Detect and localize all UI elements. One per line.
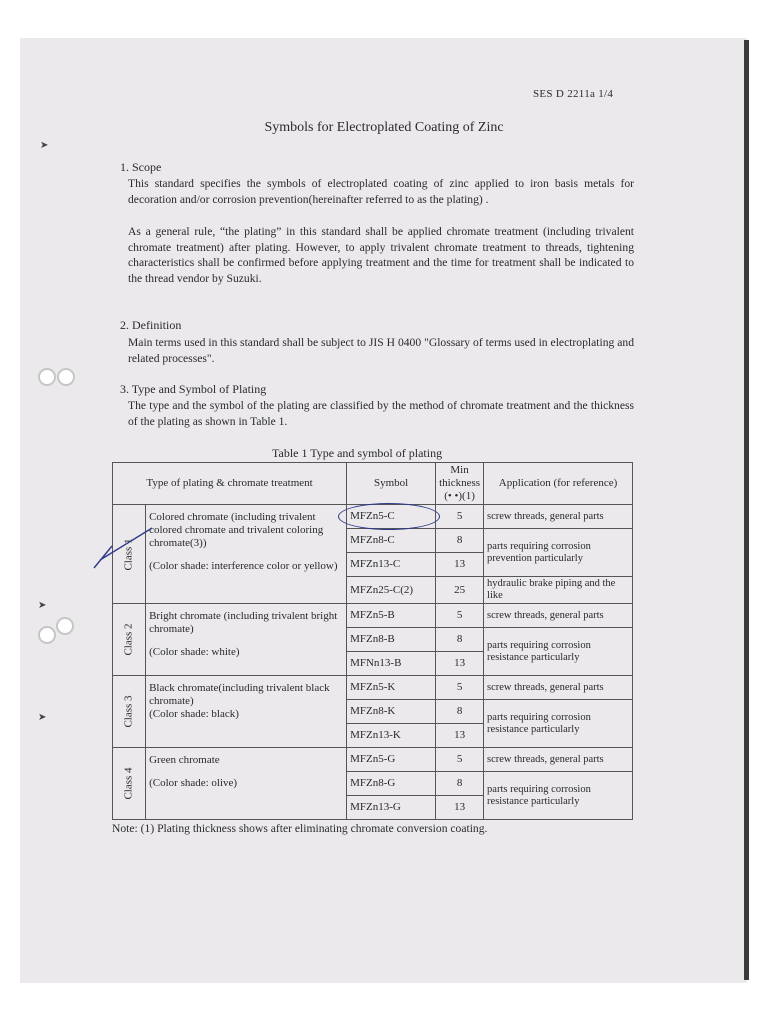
symbol-cell: MFZn13-G xyxy=(347,796,436,820)
thickness-cell: 8 xyxy=(436,628,484,652)
symbol-cell: MFZn8-K xyxy=(347,700,436,724)
thickness-cell: 13 xyxy=(436,796,484,820)
class-label: Class 1 xyxy=(113,505,146,604)
header-application: Application (for reference) xyxy=(484,463,633,505)
thickness-cell: 25 xyxy=(436,577,484,604)
scope-paragraph-1: This standard specifies the symbols of electroplated coating of zinc applied to iron basis metals for decoration and/or corrosion prevention(hereinafter referred to as the plating) . xyxy=(128,177,634,206)
class-description: Black chromate(including trivalent black chromate) (Color shade: black) xyxy=(146,676,347,748)
class-label: Class 3 xyxy=(113,676,146,748)
binder-hole xyxy=(57,368,75,386)
symbol-cell: MFNn13-B xyxy=(347,652,436,676)
table-row xyxy=(113,604,633,628)
binder-hole xyxy=(38,368,56,386)
thickness-cell: 13 xyxy=(436,724,484,748)
application-cell: parts requiring corrosion prevention particularly xyxy=(484,529,633,577)
header-symbol: Symbol xyxy=(347,463,436,505)
margin-arrow-icon: ➤ xyxy=(40,140,49,151)
thickness-cell: 13 xyxy=(436,652,484,676)
thickness-cell: 5 xyxy=(436,676,484,700)
symbol-cell: MFZn8-G xyxy=(347,772,436,796)
table-caption: Table 1 Type and symbol of plating xyxy=(272,446,443,460)
table-row xyxy=(113,676,633,700)
header-type: Type of plating & chromate treatment xyxy=(113,463,347,505)
thickness-cell: 5 xyxy=(436,604,484,628)
application-cell: screw threads, general parts xyxy=(484,748,633,772)
application-cell: screw threads, general parts xyxy=(484,505,633,529)
page-title: Symbols for Electroplated Coating of Zinc xyxy=(264,120,504,135)
class-label: Class 4 xyxy=(113,748,146,820)
thickness-cell: 8 xyxy=(436,772,484,796)
binder-hole xyxy=(56,617,74,635)
class-description: Bright chromate (including trivalent bright chromate) (Color shade: white) xyxy=(146,604,347,676)
symbol-cell: MFZn5-G xyxy=(347,748,436,772)
application-cell: parts requiring corrosion resistance particularly xyxy=(484,772,633,820)
application-cell: parts requiring corrosion resistance particularly xyxy=(484,700,633,748)
section-heading-scope: 1. Scope xyxy=(120,160,162,174)
scope-paragraph-2: As a general rule, “the plating” in this standard shall be applied chromate treatment (including trivalent chromate treatment) after plating. However, to apply trivalent chromate treatment to threads, tightening characteristics shall be confirmed before applying treatment and the time for treatment shall be indicated to the thread vendor by Suzuki. xyxy=(128,225,634,285)
symbol-cell: MFZn13-K xyxy=(347,724,436,748)
symbol-cell: MFZn13-C xyxy=(347,553,436,577)
symbol-cell: MFZn25-C(2) xyxy=(347,577,436,604)
application-cell: hydraulic brake piping and the like xyxy=(484,577,633,604)
class-label: Class 2 xyxy=(113,604,146,676)
application-cell: screw threads, general parts xyxy=(484,604,633,628)
pen-circle-annotation xyxy=(338,503,440,530)
margin-arrow-icon: ➤ xyxy=(38,600,47,611)
thickness-cell: 13 xyxy=(436,553,484,577)
type-paragraph: The type and the symbol of the plating are classified by the method of chromate treatment and the thickness of the plating as shown in Table 1. xyxy=(128,399,634,428)
thickness-cell: 8 xyxy=(436,529,484,553)
binder-hole xyxy=(38,626,56,644)
class-description: Colored chromate (including trivalent colored chromate and trivalent coloring chromate(3)) (Color shade: interference color or yellow) xyxy=(146,505,347,604)
definition-paragraph: Main terms used in this standard shall be subject to JIS H 0400 "Glossary of terms used in electroplating and related processes". xyxy=(128,336,634,365)
symbol-cell: MFZn8-C xyxy=(347,529,436,553)
pen-check-annotation xyxy=(92,520,162,580)
thickness-cell: 8 xyxy=(436,700,484,724)
table-note: Note: (1) Plating thickness shows after eliminating chromate conversion coating. xyxy=(112,822,488,835)
application-cell: screw threads, general parts xyxy=(484,676,633,700)
document-code: SES D 2211a 1/4 xyxy=(533,88,614,100)
page-edge-shadow xyxy=(744,40,749,980)
thickness-cell: 5 xyxy=(436,505,484,529)
class-description: Green chromate (Color shade: olive) xyxy=(146,748,347,820)
header-thickness: Min thickness (• •)(1) xyxy=(436,463,484,505)
table-row xyxy=(113,748,633,772)
symbol-cell: MFZn5-C xyxy=(347,505,436,529)
thickness-cell: 5 xyxy=(436,748,484,772)
application-cell: parts requiring corrosion resistance particularly xyxy=(484,628,633,676)
section-heading-definition: 2. Definition xyxy=(120,318,182,332)
section-heading-type: 3. Type and Symbol of Plating xyxy=(120,382,267,396)
margin-arrow-icon: ➤ xyxy=(38,712,47,723)
symbol-cell: MFZn5-K xyxy=(347,676,436,700)
symbol-cell: MFZn8-B xyxy=(347,628,436,652)
table-header-row xyxy=(113,463,633,505)
symbol-cell: MFZn5-B xyxy=(347,604,436,628)
